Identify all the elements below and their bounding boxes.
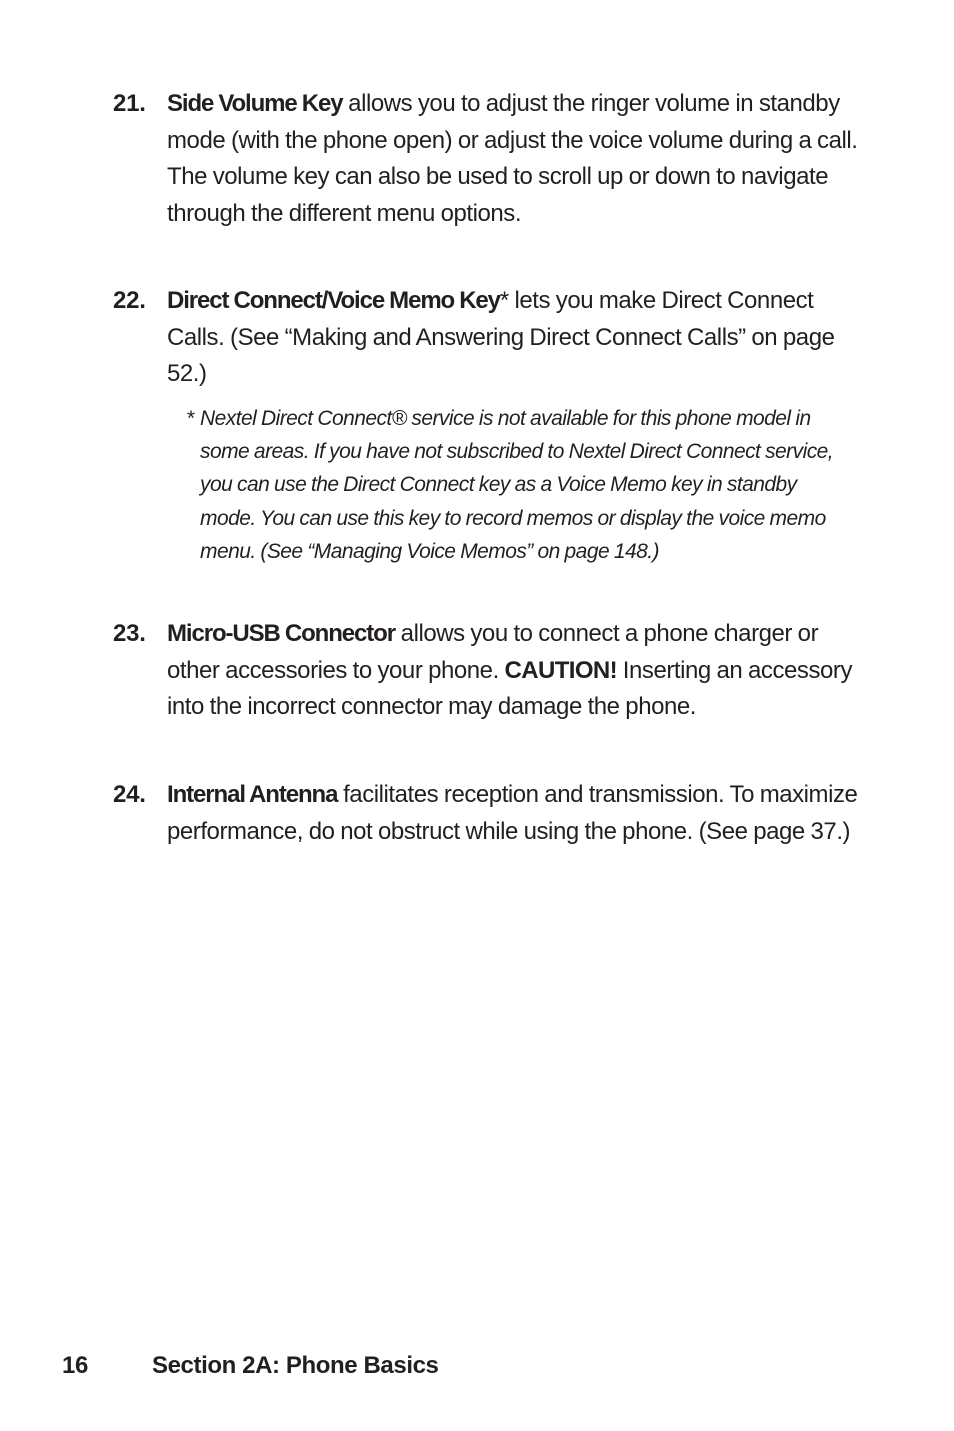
- item-term: Micro-USB Connector: [167, 620, 395, 647]
- footnote-marker: *: [186, 407, 194, 430]
- item-number: 22.: [113, 287, 146, 314]
- list-item-micro-usb-connector: [113, 616, 873, 726]
- list-item-side-volume-key: [113, 86, 873, 232]
- item-text: allows you to connect a phone charger or other accessories to your phone.: [167, 620, 819, 684]
- item-text-after: Inserting an accessory into the incorrect connector may damage the phone.: [167, 656, 852, 720]
- list-item-direct-connect-key: [113, 283, 873, 393]
- item-text: facilitates reception and transmission. To maximize performance, do not obstruct while using the phone. (See page 37.): [167, 781, 858, 845]
- list-item-internal-antenna: [113, 777, 873, 850]
- item-body: [167, 777, 873, 850]
- page-footer: [62, 1349, 439, 1383]
- item-text: allows you to adjust the ringer volume in standby mode (with the phone open) or adjust the voice volume during a call. The volume key can also be used to scroll up or down to navigate through the different menu options.: [167, 90, 858, 227]
- item-body: [167, 86, 873, 232]
- item-term: Side Volume Key: [167, 90, 343, 117]
- section-title: Section 2A: Phone Basics: [152, 1352, 439, 1379]
- item-number: 21.: [113, 90, 146, 117]
- item-number: 24.: [113, 781, 146, 808]
- item-term: Direct Connect/Voice Memo Key: [167, 287, 500, 314]
- footnote-direct-connect: [186, 402, 856, 568]
- item-number: 23.: [113, 620, 146, 647]
- footnote-text: Nextel Direct Connect® service is not available for this phone model in some areas. If you have not subscribed to Nextel Direct Connect service, you can use the Direct Connect key as a Voice Memo key in standby mode. You can use this key to record memos or display the voice memo menu. (See “Managing Voice Memos” on page 148.): [200, 407, 834, 563]
- item-body: [167, 616, 873, 726]
- page-number: 16: [62, 1352, 88, 1379]
- item-body: [167, 283, 873, 393]
- caution-label: CAUTION!: [504, 656, 618, 684]
- item-text: * lets you make Direct Connect Calls. (See “Making and Answering Direct Connect Calls” on page 52.): [167, 287, 835, 387]
- item-term: Internal Antenna: [167, 781, 338, 808]
